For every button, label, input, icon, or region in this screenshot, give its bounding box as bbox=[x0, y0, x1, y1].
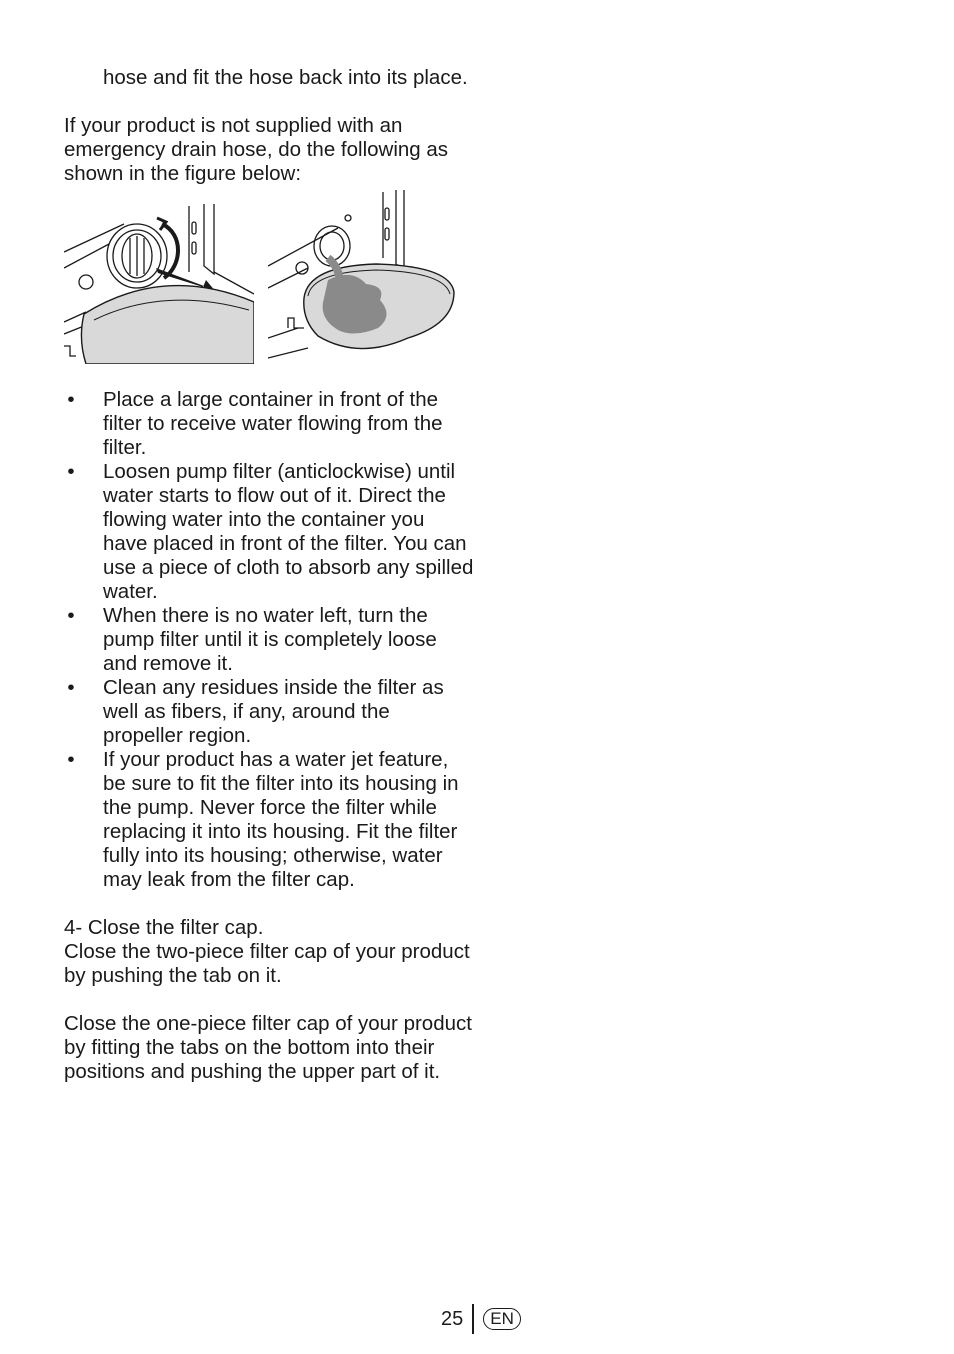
step4-two-piece-text: Close the two-piece filter cap of your product by pushing the tab on it. bbox=[64, 940, 470, 987]
list-item: • If your product has a water jet feature, be sure to fit the filter into its housing in the pump. Never force the filter while replacing it into its housing. Fit the filter fully into its housing; otherwise, water may leak from the filter cap. bbox=[67, 748, 459, 891]
step4-heading: 4- Close the filter cap. bbox=[64, 916, 264, 939]
water-container-illustration bbox=[268, 188, 458, 368]
footer-divider bbox=[472, 1304, 474, 1334]
page-content bbox=[64, 66, 474, 1084]
intro-continuation: hose and fit the hose back into its place. bbox=[103, 66, 468, 89]
loosen-filter-illustration bbox=[64, 194, 254, 364]
drain-figure bbox=[64, 194, 474, 374]
page-number: 25 bbox=[441, 1307, 464, 1330]
intro-paragraph: If your product is not supplied with an emergency drain hose, do the following as shown in the figure below: bbox=[64, 114, 449, 185]
page-footer bbox=[441, 1304, 521, 1334]
list-item: • When there is no water left, turn the pump filter until it is completely loose and remove it. bbox=[67, 604, 437, 675]
step4-one-piece-text: Close the one-piece filter cap of your product by fitting the tabs on the bottom into their positions and pushing the upper part of it. bbox=[64, 1012, 472, 1083]
drain-steps-list bbox=[64, 388, 474, 892]
list-item: • Place a large container in front of the filter to receive water flowing from the filter. bbox=[67, 388, 443, 459]
list-item: • Clean any residues inside the filter as well as fibers, if any, around the propeller region. bbox=[67, 676, 444, 747]
language-badge: EN bbox=[483, 1308, 521, 1330]
list-item: • Loosen pump filter (anticlockwise) until water starts to flow out of it. Direct the flowing water into the container you have placed in front of the filter. You can use a piece of cloth to absorb any spilled water. bbox=[67, 460, 474, 603]
